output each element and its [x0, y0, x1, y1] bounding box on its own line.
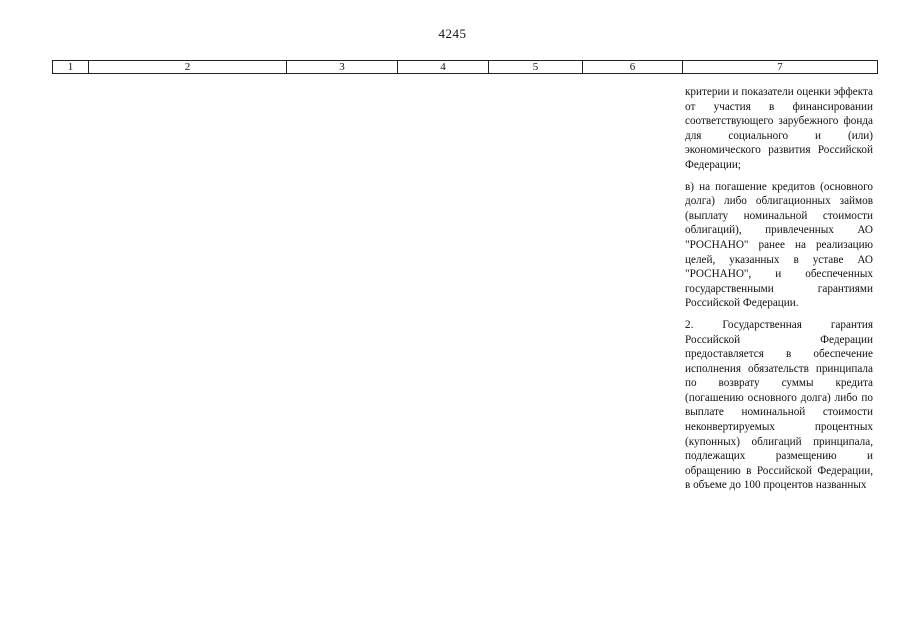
paragraph-state-guarantee: 2. Государственная гарантия Российской Федерации предоставляется в обеспечение исполнения обязательств принципала по возврату суммы кредита (погашению основного долга) либо по выплате номинальной стоимости неконвертируемых процентных (купонных) облигаций принципала, подлежащих размещению и обращению в Российской Федерации, в объеме до 100 процентов названных	[685, 318, 873, 492]
column-header-5: 5	[489, 61, 583, 73]
column-header-3: 3	[287, 61, 398, 73]
page-number: 4245	[438, 26, 467, 41]
column-header-6: 6	[583, 61, 683, 73]
table-header-row	[52, 60, 878, 74]
column-7-text-block	[685, 85, 873, 500]
paragraph-loan-repayment: в) на погашение кредитов (основного долга) либо облигационных займов (выплату номинальной стоимости облигаций), привлеченных АО "РОСНАНО" ранее на реализацию целей, указанных в уставе АО "РОСНАНО", и обеспеченных государственными гарантиями Российской Федерации.	[685, 180, 873, 310]
column-header-7: 7	[777, 61, 783, 73]
column-header-1: 1	[53, 61, 89, 73]
paragraph-criteria: критерии и показатели оценки эффекта от участия в финансировании соответствующего зарубежного фонда для социального и (или) экономического развития Российской Федерации;	[685, 86, 873, 171]
column-header-4: 4	[398, 61, 489, 73]
column-header-2: 2	[89, 61, 287, 73]
